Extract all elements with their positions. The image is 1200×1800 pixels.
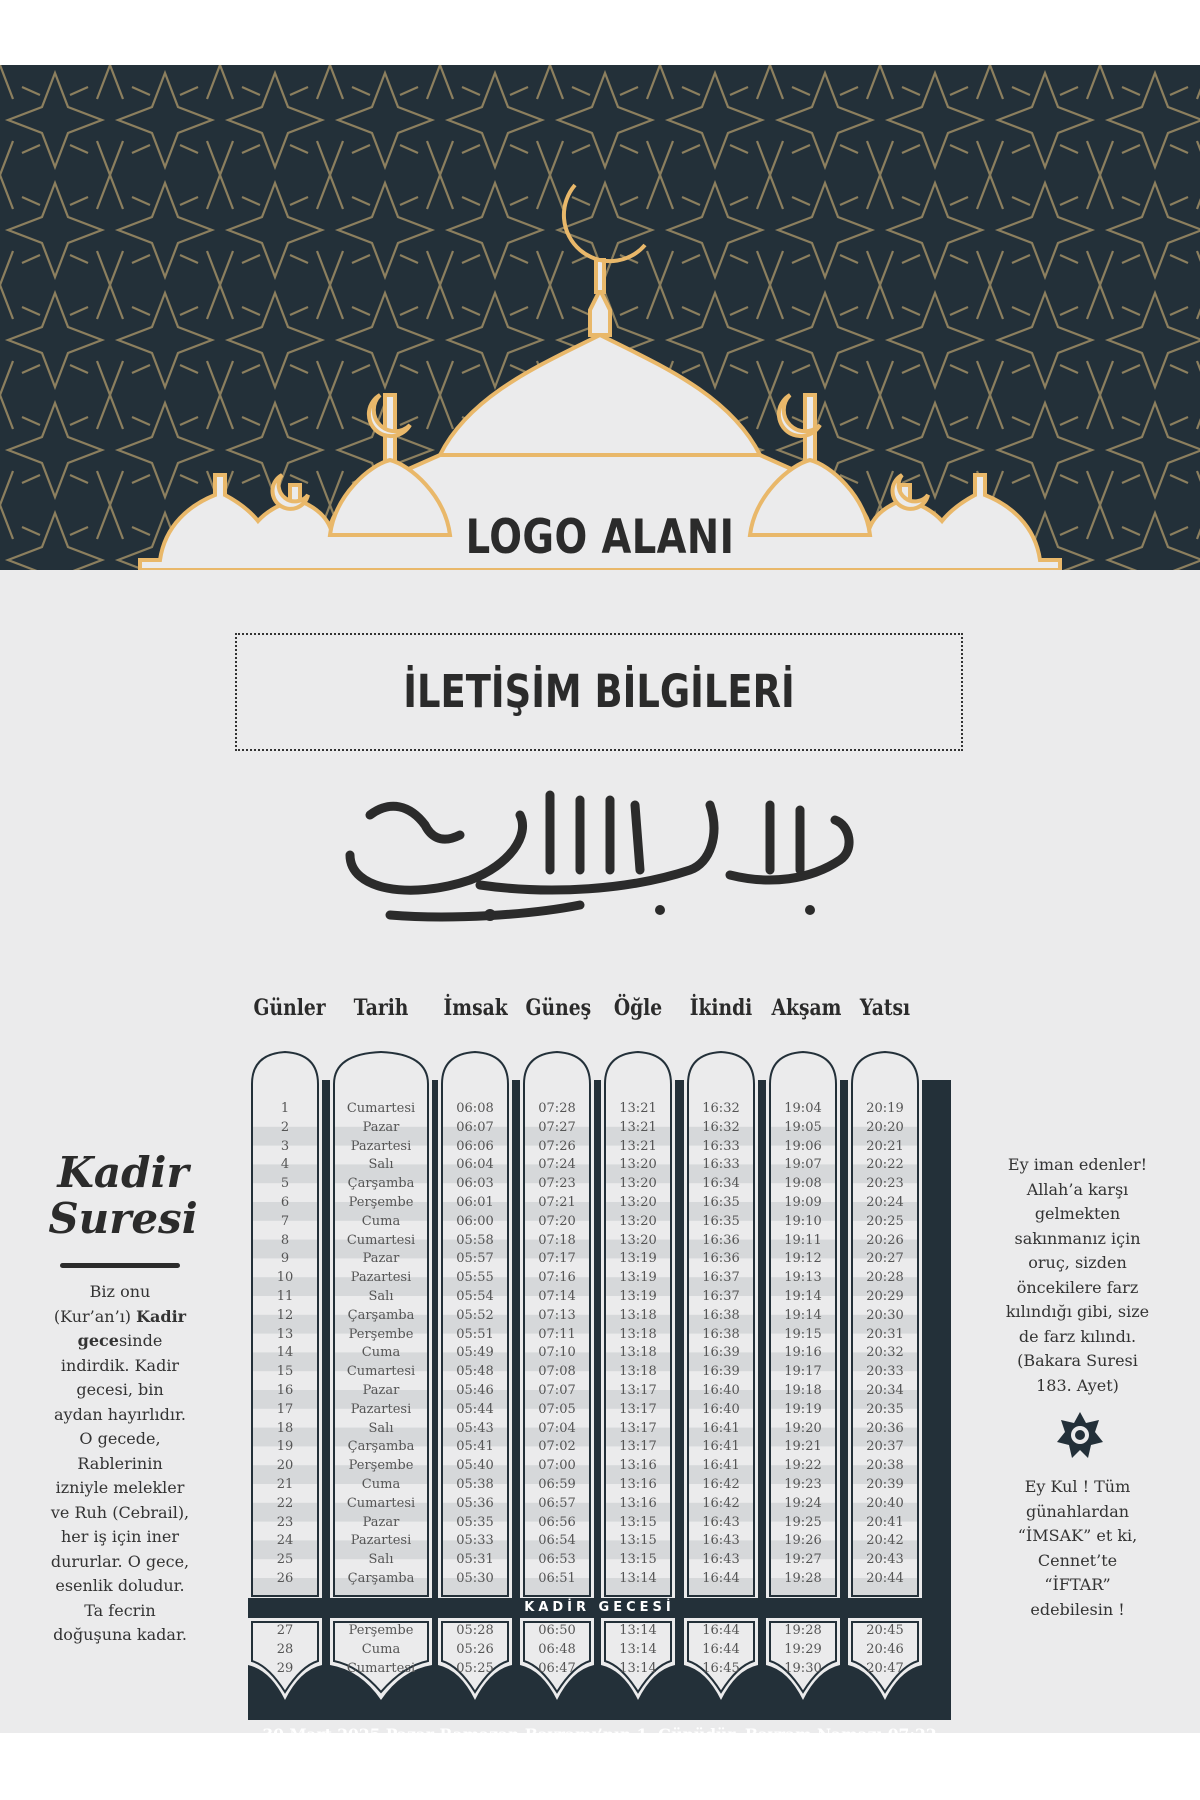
table-cell: 13:17 [619, 1382, 657, 1398]
table-cell: 20:36 [866, 1420, 904, 1436]
table-cell: 16:36 [702, 1251, 740, 1267]
table-cell: Perşembe [348, 1458, 414, 1474]
table-cell: Salı [368, 1552, 394, 1568]
column-gun [248, 995, 326, 1690]
column-cells-after [520, 1622, 594, 1678]
table-cell: Perşembe [348, 1623, 414, 1638]
column-header: Tarih [353, 995, 409, 1021]
table-cell: 19:11 [784, 1232, 822, 1248]
table-cell: 05:35 [456, 1514, 494, 1530]
table-cell: 05:43 [456, 1420, 494, 1436]
mosque-silhouette [0, 65, 1200, 585]
column-cells-after [684, 1622, 758, 1678]
table-cell: 05:54 [456, 1288, 494, 1304]
table-cell: Cumartesi [346, 1101, 416, 1116]
column-tarih [330, 995, 432, 1690]
table-cell: 16:37 [702, 1270, 740, 1286]
table-cell: 05:40 [456, 1458, 494, 1474]
table-cell: 19:22 [784, 1458, 822, 1474]
column-header: İmsak [443, 995, 508, 1021]
table-cell: 16:43 [702, 1514, 740, 1530]
table-cell: 16:44 [702, 1623, 740, 1638]
table-cell: 13:17 [619, 1420, 657, 1436]
table-cell: 20:20 [866, 1119, 904, 1135]
table-cell: 13:20 [619, 1213, 657, 1229]
table-cell: 20:34 [866, 1382, 904, 1398]
table-cell: 13:16 [619, 1495, 657, 1511]
table-cell: 11 [276, 1288, 294, 1304]
kadir-gecesi-band: KADİR GECESİ [248, 1599, 951, 1617]
table-cell: Cumartesi [346, 1364, 416, 1380]
table-cell: 13:16 [619, 1458, 657, 1474]
table-cell: 20:41 [866, 1514, 904, 1530]
table-cell: 05:46 [456, 1382, 494, 1398]
table-cell: 20:29 [866, 1288, 904, 1304]
column-cells [766, 1100, 840, 1589]
table-cell: 16:42 [702, 1476, 740, 1492]
bismillah-calligraphy-icon [330, 775, 870, 925]
table-cell: 19:06 [784, 1138, 822, 1154]
table-cell: 16:35 [702, 1194, 740, 1210]
table-cell: Perşembe [348, 1326, 414, 1342]
table-cell: 16:44 [702, 1641, 740, 1657]
table-cell: 10 [276, 1270, 294, 1286]
table-cell: 16:38 [702, 1307, 740, 1323]
table-cell: 16:38 [702, 1326, 740, 1342]
column-cells [438, 1100, 512, 1589]
table-cell: 07:27 [538, 1119, 576, 1135]
table-cell: 05:44 [456, 1401, 494, 1417]
table-cell: 16:41 [702, 1458, 740, 1474]
bakara-ayet-text: Ey iman edenler! Allah’a karşı gelmekten sakınmanız için oruç, sizden öncekilere farz kılındığı gibi, size de farz kılındı. (Bakara Suresi 183. Ayet) [1005, 1155, 1150, 1395]
table-cell: 16:34 [702, 1176, 740, 1192]
table-cell: 19:21 [784, 1439, 822, 1455]
table-cell: 05:25 [456, 1660, 494, 1676]
table-cell: 05:57 [456, 1251, 494, 1267]
table-cell: Pazar [362, 1251, 400, 1267]
table-cell: 05:51 [456, 1326, 494, 1342]
table-cell: 19:18 [784, 1382, 822, 1398]
table-cell: 16:43 [702, 1533, 740, 1549]
table-cell: Pazar [362, 1119, 400, 1135]
table-cell: 13:19 [619, 1270, 657, 1286]
table-cell: 13:15 [619, 1533, 657, 1549]
table-cell: 06:01 [456, 1194, 494, 1210]
column-header: Günler [253, 995, 326, 1021]
table-cell: 07:14 [538, 1288, 576, 1304]
table-cell: 7 [280, 1213, 290, 1229]
table-cell: 13:20 [619, 1157, 657, 1173]
table-cell: 16:35 [702, 1213, 740, 1229]
table-cell: Pazartesi [350, 1138, 412, 1154]
table-cell: Salı [368, 1420, 394, 1436]
column-header: Öğle [613, 995, 663, 1021]
table-cell: 06:07 [456, 1119, 494, 1135]
table-cell: 06:54 [538, 1533, 576, 1549]
table-cell: 26 [276, 1570, 294, 1586]
table-cell: Pazar [362, 1382, 400, 1398]
table-cell: 20:40 [866, 1495, 904, 1511]
column-ogle [601, 995, 675, 1690]
bayram-note: 30 Mart 2025 Pazar Ramazan Bayramı’nın 1. Günüdür. Bayram Namazı 07:22 [262, 1725, 937, 1744]
table-cell: 06:48 [538, 1641, 576, 1657]
table-cell: 07:23 [538, 1176, 576, 1192]
table-cell: 23 [276, 1514, 294, 1530]
table-cell: Cuma [361, 1345, 401, 1361]
table-cell: 22 [276, 1495, 294, 1511]
table-cell: 06:08 [456, 1101, 494, 1116]
table-cell: 07:17 [538, 1251, 576, 1267]
table-cell: 19:16 [784, 1345, 822, 1361]
table-cell: Çarşamba [347, 1439, 415, 1455]
table-cell: 07:04 [538, 1420, 576, 1436]
table-cell: 07:26 [538, 1138, 576, 1154]
table-cell: 13:15 [619, 1552, 657, 1568]
table-cell: 19:10 [784, 1213, 822, 1229]
table-cell: Çarşamba [347, 1176, 415, 1192]
table-cell: 8 [280, 1232, 290, 1248]
imsakiye-table [248, 995, 951, 1744]
table-cell: 13:14 [619, 1623, 657, 1638]
column-aksam [766, 995, 842, 1690]
table-cell: 16:37 [702, 1288, 740, 1304]
table-cell: 19:25 [784, 1514, 822, 1530]
table-cell: 20:22 [866, 1157, 904, 1173]
table-cell: 05:41 [456, 1439, 494, 1455]
table-cell: 13:17 [619, 1401, 657, 1417]
contact-box [235, 633, 963, 751]
table-cell: 07:24 [538, 1157, 576, 1173]
column-cells-after [248, 1622, 322, 1678]
table-cell: 06:59 [538, 1476, 576, 1492]
table-cell: 13:14 [619, 1570, 657, 1586]
table-cell: 16 [276, 1382, 294, 1398]
table-cell: 05:52 [456, 1307, 494, 1323]
table-cell: 06:50 [538, 1623, 576, 1638]
table-cell: 07:10 [538, 1345, 576, 1361]
table-cell: 16:45 [702, 1660, 740, 1676]
table-cell: 13:18 [619, 1345, 657, 1361]
table-cell: 2 [280, 1119, 290, 1135]
table-cell: 6 [280, 1194, 290, 1210]
table-cell: Pazartesi [350, 1401, 412, 1417]
table-cell: 3 [280, 1138, 290, 1154]
kadir-suresi-title: Kadir Suresi [48, 1148, 198, 1243]
table-cell: 19:09 [784, 1194, 822, 1210]
table-cell: 19:08 [784, 1176, 822, 1192]
contact-info-title: İLETİŞİM BİLGİLERİ [403, 665, 795, 718]
table-cell: 20:32 [866, 1345, 904, 1361]
table-cell: 13:20 [619, 1194, 657, 1210]
table-cell: 20:47 [866, 1660, 904, 1676]
table-cell: 13:20 [619, 1232, 657, 1248]
table-cell: 19:12 [784, 1251, 822, 1267]
table-cell: 05:36 [456, 1495, 494, 1511]
table-cell: 20:42 [866, 1533, 904, 1549]
table-cell: 05:28 [456, 1623, 494, 1638]
column-cells-after [766, 1622, 840, 1678]
table-cell: 07:28 [538, 1101, 576, 1116]
table-cell: 06:51 [538, 1570, 576, 1586]
table-cell: 07:13 [538, 1307, 576, 1323]
table-cell: 13:17 [619, 1439, 657, 1455]
table-cell: 19:28 [784, 1570, 822, 1586]
table-cell: 07:05 [538, 1401, 576, 1417]
table-cell: 20:45 [866, 1623, 904, 1638]
table-cell: Çarşamba [347, 1307, 415, 1323]
table-cell: 07:20 [538, 1213, 576, 1229]
table-cell: 1 [280, 1101, 290, 1116]
table-cell: 05:49 [456, 1345, 494, 1361]
table-cell: Cuma [361, 1476, 401, 1492]
column-cells-after [438, 1622, 512, 1678]
column-cells [684, 1100, 758, 1589]
table-cell: 13 [276, 1326, 294, 1342]
table-cell: Çarşamba [347, 1570, 415, 1586]
star-ornament-icon [1055, 1410, 1105, 1460]
column-cells-after [601, 1622, 675, 1678]
table-cell: 16:40 [702, 1401, 740, 1417]
table-cell: 12 [276, 1307, 294, 1323]
poster [0, 65, 1200, 1744]
column-yatsi [848, 995, 922, 1690]
table-cell: 16:41 [702, 1439, 740, 1455]
table-cell: 19:19 [784, 1401, 822, 1417]
table-cell: 29 [276, 1660, 294, 1676]
column-cells [601, 1100, 675, 1589]
table-cell: 16:33 [702, 1138, 740, 1154]
table-cell: 13:19 [619, 1251, 657, 1267]
table-cell: 19:28 [784, 1623, 822, 1638]
table-cell: 13:14 [619, 1641, 657, 1657]
table-cell: 19:14 [784, 1307, 822, 1323]
table-cell: 05:31 [456, 1552, 494, 1568]
table-cell: Cumartesi [346, 1495, 416, 1511]
table-cell: 06:53 [538, 1552, 576, 1568]
table-cell: 20:25 [866, 1213, 904, 1229]
table-cell: 19:07 [784, 1157, 822, 1173]
table-cell: Pazar [362, 1514, 400, 1530]
table-cell: 16:42 [702, 1495, 740, 1511]
column-header: Akşam [771, 995, 842, 1021]
table-cell: 20:44 [866, 1570, 904, 1586]
table-cell: 20 [276, 1458, 294, 1474]
table-cell: 13:21 [619, 1119, 657, 1135]
table-cell: 5 [280, 1176, 290, 1192]
column-ikindi [684, 995, 758, 1690]
column-cells-after [330, 1622, 432, 1678]
table-cell: 19:14 [784, 1288, 822, 1304]
table-cell: 07:16 [538, 1270, 576, 1286]
table-cell: Salı [368, 1157, 394, 1173]
table-cell: 06:03 [456, 1176, 494, 1192]
table-cell: 20:35 [866, 1401, 904, 1417]
title-divider [60, 1263, 180, 1268]
column-cells [330, 1100, 432, 1589]
table-cell: 16:39 [702, 1345, 740, 1361]
column-cells [520, 1100, 594, 1589]
column-header: Güneş [525, 995, 592, 1021]
table-cell: 07:00 [538, 1458, 576, 1474]
table-cell: 20:46 [866, 1641, 904, 1657]
table-cell: 14 [276, 1345, 294, 1361]
table-cell: Pazartesi [350, 1533, 412, 1549]
table-cell: 13:21 [619, 1138, 657, 1154]
table-cell: 20:43 [866, 1552, 904, 1568]
column-header: Yatsı [859, 995, 911, 1021]
table-cell: 13:18 [619, 1364, 657, 1380]
table-cell: 06:06 [456, 1138, 494, 1154]
table-cell: 06:47 [538, 1660, 576, 1676]
table-cell: 13:19 [619, 1288, 657, 1304]
table-cell: 13:21 [619, 1101, 657, 1116]
table-cell: 20:21 [866, 1138, 904, 1154]
table-cell: 19:24 [784, 1495, 822, 1511]
table-cell: 07:11 [538, 1326, 576, 1342]
table-cell: 13:20 [619, 1176, 657, 1192]
table-cell: 27 [276, 1623, 294, 1638]
table-cell: 20:33 [866, 1364, 904, 1380]
table-cell: 20:37 [866, 1439, 904, 1455]
table-cell: 25 [276, 1552, 294, 1568]
table-cell: 16:36 [702, 1232, 740, 1248]
table-cell: 17 [276, 1401, 294, 1417]
table-cell: 20:28 [866, 1270, 904, 1286]
table-cell: 16:43 [702, 1552, 740, 1568]
table-cell: 19:04 [784, 1101, 822, 1116]
table-cell: 20:38 [866, 1458, 904, 1474]
table-cell: 20:30 [866, 1307, 904, 1323]
table-cell: 20:23 [866, 1176, 904, 1192]
column-imsak [438, 995, 512, 1690]
table-cell: 16:32 [702, 1101, 740, 1116]
table-cell: 20:24 [866, 1194, 904, 1210]
table-cell: 05:30 [456, 1570, 494, 1586]
table-cell: Cumartesi [346, 1660, 416, 1676]
table-cell: 05:48 [456, 1364, 494, 1380]
table-cell: 07:07 [538, 1382, 576, 1398]
table-cell: Perşembe [348, 1194, 414, 1210]
column-cells [248, 1100, 322, 1589]
column-header: İkindi [689, 995, 753, 1021]
table-cell: 06:57 [538, 1495, 576, 1511]
table-cell: 05:26 [456, 1641, 494, 1657]
table-cell: 19:20 [784, 1420, 822, 1436]
table-cell: 19:23 [784, 1476, 822, 1492]
table-cell: Cuma [361, 1213, 401, 1229]
table-cell: Salı [368, 1288, 394, 1304]
table-cell: 20:31 [866, 1326, 904, 1342]
imsak-iftar-text: Ey Kul ! Tüm günahlardan “İMSAK” et ki, Cennet’te “İFTAR” edebilesin ! [1017, 1477, 1138, 1619]
logo-area: LOGO ALANI [465, 510, 735, 565]
table-cell: 9 [280, 1251, 290, 1267]
table-cell: 05:33 [456, 1533, 494, 1549]
table-cell: 19:30 [784, 1660, 822, 1676]
table-cell: 07:18 [538, 1232, 576, 1248]
table-cell: 16:44 [702, 1570, 740, 1586]
table-cell: 15 [276, 1364, 294, 1380]
table-cell: 4 [280, 1157, 290, 1173]
table-cell: 05:55 [456, 1270, 494, 1286]
table-cell: 20:27 [866, 1251, 904, 1267]
kadir-suresi-text: Biz onu (Kur’an’ı) Kadir gecesinde indirdik. Kadir gecesi, bin aydan hayırlıdır. O gecede, Rablerinin izniyle melekler ve Ruh (Cebrail), her iş için iner dururlar. O gece, esenlik doludur. Ta fecrin doğuşuna kadar. [50, 1282, 190, 1644]
table-cell: 13:18 [619, 1326, 657, 1342]
table-cell: 20:39 [866, 1476, 904, 1492]
table-cell: Cuma [361, 1641, 401, 1657]
table-cell: 16:32 [702, 1119, 740, 1135]
column-cells [848, 1100, 922, 1589]
table-cell: 07:08 [538, 1364, 576, 1380]
table-cell: 07:02 [538, 1439, 576, 1455]
table-cell: 13:15 [619, 1514, 657, 1530]
table-cell: 13:14 [619, 1660, 657, 1676]
table-cell: 19 [276, 1439, 294, 1455]
column-cells-after [848, 1622, 922, 1678]
column-gunes [520, 995, 594, 1690]
table-cell: 07:21 [538, 1194, 576, 1210]
table-cell: 19:13 [784, 1270, 822, 1286]
table-cell: 24 [276, 1533, 294, 1549]
table-cell: Pazartesi [350, 1270, 412, 1286]
table-cell: 06:04 [456, 1157, 494, 1173]
table-cell: 19:29 [784, 1641, 822, 1657]
table-cell: 19:17 [784, 1364, 822, 1380]
table-cell: 18 [276, 1420, 294, 1436]
table-cell: 19:15 [784, 1326, 822, 1342]
table-cell: 16:40 [702, 1382, 740, 1398]
table-cell: 06:56 [538, 1514, 576, 1530]
table-cell: 13:18 [619, 1307, 657, 1323]
table-cell: 05:38 [456, 1476, 494, 1492]
table-cell: 13:16 [619, 1476, 657, 1492]
table-cell: Cumartesi [346, 1232, 416, 1248]
table-cell: 28 [276, 1641, 294, 1657]
table-cell: 19:05 [784, 1119, 822, 1135]
table-cell: 20:26 [866, 1232, 904, 1248]
table-cell: 05:58 [456, 1232, 494, 1248]
table-cell: 20:19 [866, 1101, 904, 1116]
table-cell: 21 [276, 1476, 294, 1492]
table-cell: 06:00 [456, 1213, 494, 1229]
table-cell: 16:41 [702, 1420, 740, 1436]
table-cell: 19:26 [784, 1533, 822, 1549]
table-cell: 19:27 [784, 1552, 822, 1568]
table-cell: 16:39 [702, 1364, 740, 1380]
table-cell: 16:33 [702, 1157, 740, 1173]
